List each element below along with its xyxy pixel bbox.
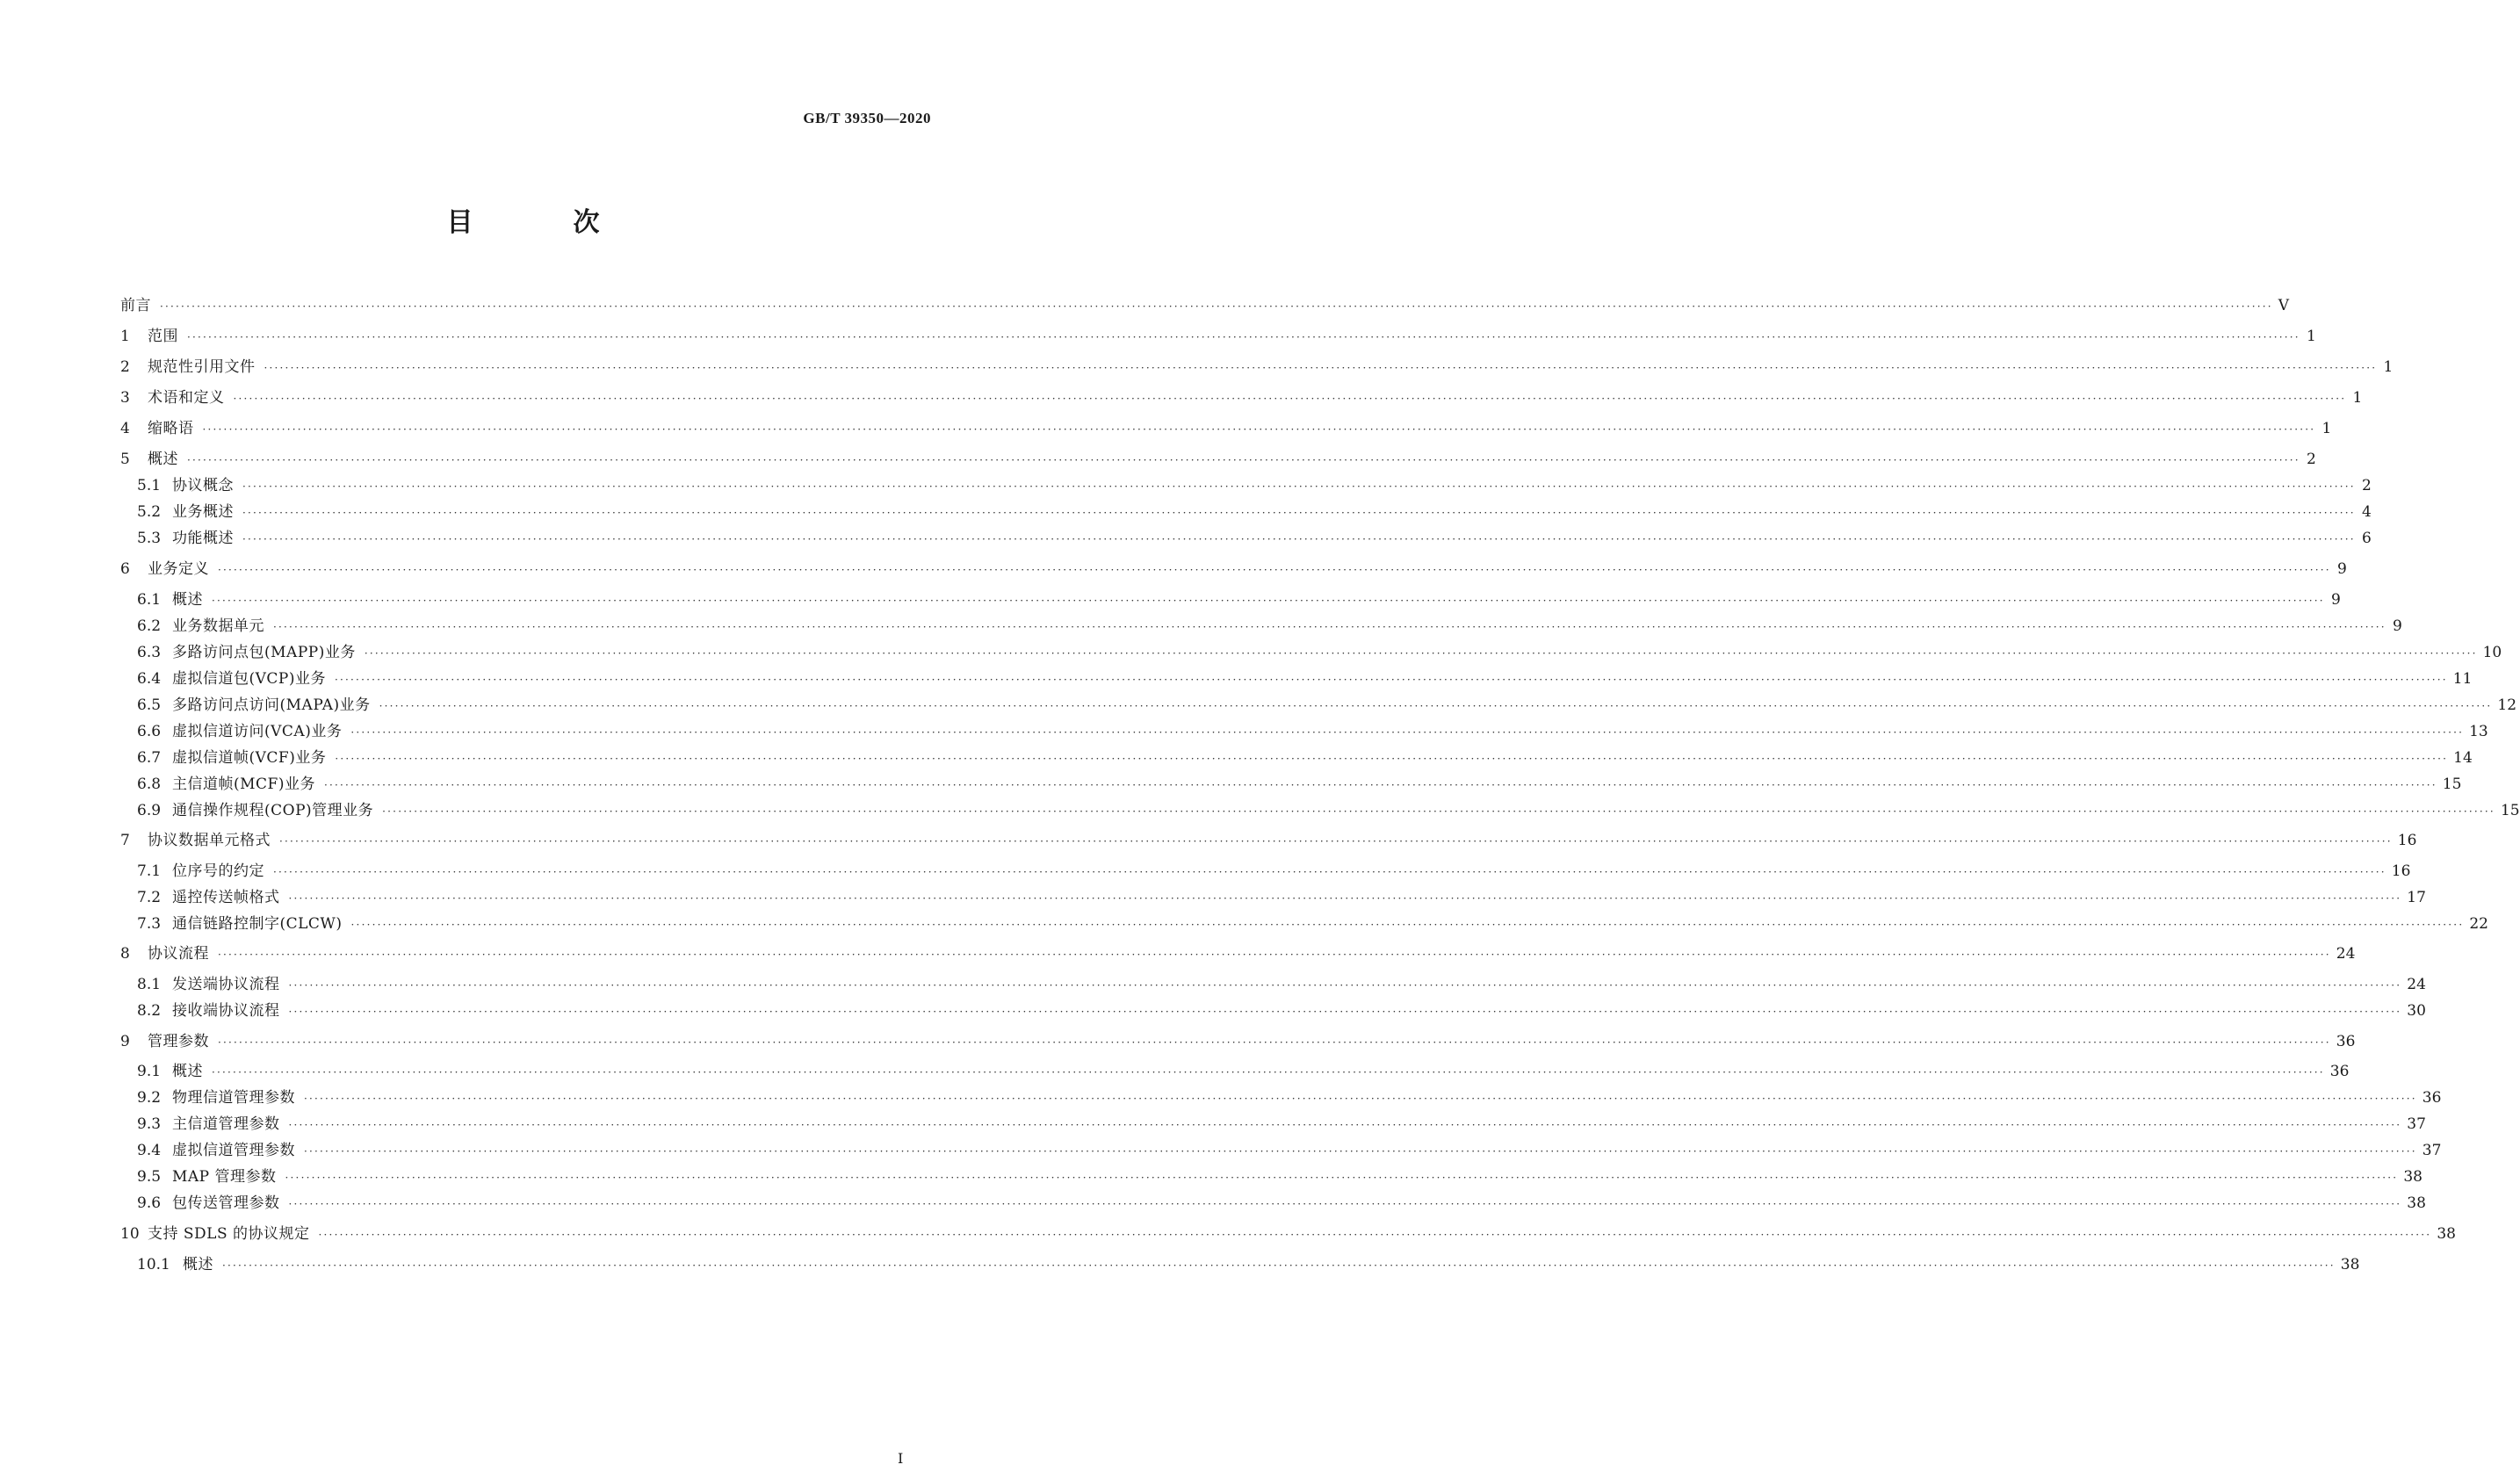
toc-entry-number: 7.2 — [137, 889, 162, 906]
toc-entry-label: 物理信道管理参数 — [172, 1089, 295, 1107]
toc-entry[interactable] — [137, 1058, 2350, 1080]
toc-leader-dots: ················································································································································································································································································································································································································ — [364, 647, 2478, 660]
toc-entry-page: 38 — [2403, 1168, 2423, 1186]
toc-entry-page: 24 — [2336, 945, 2356, 963]
toc-entry-label: 位序号的约定 — [172, 862, 264, 880]
toc-entry-number: 9 — [120, 1033, 130, 1050]
toc-entry-number: 5 — [120, 451, 130, 468]
toc-entry-page: 12 — [2497, 696, 2517, 714]
toc-entry[interactable] — [137, 718, 2488, 740]
toc-entry-label: 多路访问点访问(MAPA)业务 — [172, 696, 371, 714]
toc-leader-dots: ················································································································································································································································································································································································································ — [218, 1036, 2331, 1049]
toc-leader-dots: ················································································································································································································································································································································································································ — [288, 979, 2402, 992]
toc-entry-page: 15 — [2500, 802, 2520, 819]
toc-entry[interactable] — [137, 971, 2426, 993]
toc-entry-label: 规范性引用文件 — [148, 358, 256, 376]
toc-entry-label: 支持 SDLS 的协议规定 — [148, 1225, 310, 1243]
toc-entry-label: 主信道管理参数 — [172, 1115, 280, 1133]
toc-entry-number: 6 — [120, 560, 130, 578]
toc-entry-page: 13 — [2469, 723, 2488, 740]
toc-entry-page: 1 — [2321, 420, 2332, 437]
toc-entry-page: 11 — [2452, 670, 2473, 688]
toc-entry-page: 14 — [2453, 749, 2473, 767]
toc-leader-dots: ················································································································································································································································································································································································································ — [233, 393, 2347, 405]
toc-leader-dots: ················································································································································································································································································································································································································ — [242, 480, 2356, 493]
toc-entry-number: 7 — [120, 832, 130, 849]
toc-entry-page: 38 — [2407, 1194, 2426, 1212]
toc-entry-page: 16 — [2397, 832, 2417, 849]
toc-entry-page: 10 — [2482, 644, 2502, 661]
toc-entry-number: 9.1 — [137, 1063, 162, 1080]
toc-entry-label: 主信道帧(MCF)业务 — [172, 776, 315, 793]
toc-entry-number: 10.1 — [137, 1256, 170, 1273]
toc-entry[interactable] — [137, 745, 2473, 767]
toc-entry-number: 9.2 — [137, 1089, 162, 1107]
toc-entry[interactable] — [137, 1085, 2442, 1107]
toc-leader-dots: ················································································································································································································································································································································································································ — [350, 919, 2465, 931]
toc-entry-number: 6.7 — [137, 749, 162, 767]
toc-leader-dots: ················································································································································································································································································································································································································ — [379, 700, 2493, 712]
toc-entry[interactable] — [137, 797, 2520, 819]
toc-leader-dots: ················································································································································································································································································································································································································ — [273, 621, 2386, 633]
toc-entry[interactable] — [120, 827, 2417, 849]
toc-entry-label: 多路访问点包(MAPP)业务 — [172, 644, 356, 661]
toc-entry-page: 2 — [2306, 451, 2316, 468]
toc-entry-number: 8.1 — [137, 976, 162, 993]
toc-entry-page: 16 — [2391, 862, 2411, 880]
toc-entry-label: 缩略语 — [148, 420, 194, 437]
toc-entry-number: 6.2 — [137, 617, 162, 635]
toc-leader-dots: ················································································································································································································································································································································································································ — [212, 1066, 2325, 1079]
toc-entry[interactable] — [137, 692, 2517, 714]
toc-entry-label: 概述 — [183, 1256, 213, 1273]
toc-entry-label: 范围 — [148, 328, 178, 345]
toc-entry-number: 4 — [120, 420, 130, 437]
toc-leader-dots: ················································································································································································································································································································································································································ — [335, 674, 2448, 686]
toc-leader-dots: ················································································································································································································································································································································································································ — [285, 1172, 2399, 1184]
toc-leader-dots: ················································································································································································································································································································································································································ — [350, 726, 2465, 739]
toc-entry-number: 7.3 — [137, 915, 162, 933]
toc-entry-page: 2 — [2361, 477, 2372, 494]
toc-entry-label: 业务定义 — [148, 560, 209, 578]
toc-entry-page: 38 — [2437, 1225, 2456, 1243]
toc-leader-dots: ················································································································································································································································································································································································································ — [218, 564, 2331, 576]
toc-entry-label: 协议数据单元格式 — [148, 832, 271, 849]
toc-entry-page: 1 — [2352, 389, 2363, 407]
toc-entry-label: 业务概述 — [172, 503, 234, 521]
toc-entry-number: 9.6 — [137, 1194, 162, 1212]
toc-entry[interactable] — [137, 587, 2341, 609]
toc-entry[interactable] — [120, 1028, 2356, 1050]
toc-entry[interactable] — [137, 1137, 2442, 1159]
toc-entry-label: 概述 — [148, 451, 178, 468]
toc-entry-label: 包传送管理参数 — [172, 1194, 280, 1212]
toc-entry-label: MAP 管理参数 — [172, 1168, 277, 1186]
toc-entry-label: 概述 — [172, 591, 203, 609]
toc-entry-page: 17 — [2407, 889, 2426, 906]
toc-entry-page: V — [2278, 297, 2290, 314]
toc-entry-number: 6.6 — [137, 723, 162, 740]
toc-entry-page: 1 — [2306, 328, 2316, 345]
toc-entry-page: 1 — [2383, 358, 2394, 376]
toc-leader-dots: ················································································································································································································································································································································································································ — [318, 1229, 2432, 1241]
toc-leader-dots: ················································································································································································································································································································································································································ — [187, 331, 2300, 343]
toc-leader-dots: ················································································································································································································································································································································································································ — [304, 1145, 2417, 1158]
toc-entry[interactable] — [137, 1252, 2360, 1273]
toc-entry-label: 接收端协议流程 — [172, 1002, 280, 1020]
toc-leader-dots: ················································································································································································································································································································································································································ — [187, 454, 2300, 466]
toc-entry-label: 虚拟信道包(VCP)业务 — [172, 670, 326, 688]
toc-entry-page: 22 — [2469, 915, 2488, 933]
toc-entry[interactable] — [137, 1111, 2426, 1133]
toc-entry-number: 8.2 — [137, 1002, 162, 1020]
toc-entry-number: 6.3 — [137, 644, 162, 661]
toc-entry[interactable] — [137, 473, 2372, 494]
toc-entry-page: 24 — [2407, 976, 2426, 993]
toc-entry-page: 37 — [2407, 1115, 2426, 1133]
toc-entry[interactable] — [137, 666, 2473, 688]
toc-entry-number: 9.4 — [137, 1142, 162, 1159]
toc-entry-label: 遥控传送帧格式 — [172, 889, 280, 906]
toc-entry-label: 业务数据单元 — [172, 617, 264, 635]
toc-entry-number: 9.5 — [137, 1168, 162, 1186]
toc-leader-dots: ················································································································································································································································································································································································································ — [264, 362, 2378, 374]
toc-entry-number: 6.8 — [137, 776, 162, 793]
toc-entry-number: 5.2 — [137, 503, 162, 521]
toc-leader-dots: ················································································································································································································································································································································································································ — [288, 1198, 2402, 1210]
toc-leader-dots: ················································································································································································································································································································································································································ — [304, 1093, 2417, 1105]
toc-entry-page: 37 — [2422, 1142, 2442, 1159]
toc-entry[interactable] — [137, 1164, 2423, 1186]
toc-entry-label: 术语和定义 — [148, 389, 225, 407]
toc-entry-label: 通信链路控制字(CLCW) — [172, 915, 343, 933]
toc-entry-number: 10 — [120, 1225, 140, 1243]
toc-leader-dots: ················································································································································································································································································································································································································ — [218, 949, 2331, 961]
toc-entry[interactable] — [120, 941, 2356, 963]
toc-entry-page: 36 — [2329, 1063, 2350, 1080]
page-title: 目 次 — [446, 207, 637, 238]
toc-entry-label: 前言 — [120, 297, 151, 314]
toc-entry-number: 5.3 — [137, 530, 162, 547]
toc-entry-page: 38 — [2340, 1256, 2360, 1273]
toc-leader-dots: ················································································································································································································································································································································································································ — [323, 779, 2437, 791]
toc-leader-dots: ················································································································································································································································································································································································································ — [160, 300, 2273, 313]
toc-leader-dots: ················································································································································································································································································································································································································ — [242, 507, 2356, 519]
toc-entry-page: 36 — [2336, 1033, 2356, 1050]
toc-entry-label: 发送端协议流程 — [172, 976, 280, 993]
toc-entry-number: 9.3 — [137, 1115, 162, 1133]
toc-entry-number: 1 — [120, 328, 130, 345]
toc-leader-dots: ················································································································································································································································································································································································································ — [335, 753, 2449, 765]
toc-entry-page: 9 — [2392, 617, 2402, 635]
toc-entry[interactable] — [137, 613, 2402, 635]
toc-entry[interactable] — [120, 385, 2363, 407]
toc-entry-number: 2 — [120, 358, 130, 376]
toc-leader-dots: ················································································································································································································································································································································································································ — [212, 595, 2325, 607]
toc-entry-label: 通信操作规程(COP)管理业务 — [172, 802, 374, 819]
toc-entry-page: 30 — [2407, 1002, 2426, 1020]
toc-entry-number: 6.1 — [137, 591, 162, 609]
toc-entry[interactable] — [137, 525, 2372, 547]
toc-entry-page: 15 — [2442, 776, 2462, 793]
toc-entry[interactable] — [120, 292, 2290, 314]
toc-entry[interactable] — [137, 499, 2372, 521]
toc-entry-label: 虚拟信道访问(VCA)业务 — [172, 723, 343, 740]
toc-entry-number: 6.9 — [137, 802, 162, 819]
toc-entry-number: 5.1 — [137, 477, 162, 494]
toc-entry-number: 7.1 — [137, 862, 162, 880]
toc-entry-page: 36 — [2422, 1089, 2442, 1107]
toc-entry[interactable] — [137, 771, 2462, 793]
toc-entry[interactable] — [120, 323, 2316, 345]
toc-entry-label: 虚拟信道管理参数 — [172, 1142, 295, 1159]
toc-entry-label: 概述 — [172, 1063, 203, 1080]
toc-entry[interactable] — [137, 1190, 2426, 1212]
toc-entry-label: 管理参数 — [148, 1033, 209, 1050]
toc-leader-dots: ················································································································································································································································································································································································································ — [279, 835, 2393, 848]
toc-entry[interactable] — [120, 354, 2394, 376]
toc-leader-dots: ················································································································································································································································································································································································································ — [382, 805, 2495, 818]
toc-entry-page: 9 — [2336, 560, 2347, 578]
toc-entry-page: 9 — [2330, 591, 2341, 609]
toc-leader-dots: ················································································································································································································································································································································································································ — [222, 1259, 2336, 1272]
toc-entry-number: 8 — [120, 945, 130, 963]
toc-entry-label: 功能概述 — [172, 530, 234, 547]
toc-leader-dots: ················································································································································································································································································································································································································ — [242, 533, 2356, 545]
toc-entry[interactable] — [137, 639, 2502, 661]
standard-code: GB/T 39350—2020 — [803, 110, 931, 126]
toc-entry-label: 协议流程 — [148, 945, 209, 963]
toc-leader-dots: ················································································································································································································································································································································································································ — [202, 423, 2316, 436]
toc-entry-number: 6.4 — [137, 670, 162, 688]
toc-entry[interactable] — [137, 858, 2411, 880]
toc-entry[interactable] — [120, 1221, 2456, 1243]
toc-leader-dots: ················································································································································································································································································································································································································ — [288, 1119, 2402, 1131]
toc-entry[interactable] — [137, 884, 2426, 906]
toc-entry-number: 3 — [120, 389, 130, 407]
toc-entry[interactable] — [120, 446, 2316, 468]
toc-entry-label: 虚拟信道帧(VCF)业务 — [172, 749, 327, 767]
toc-leader-dots: ················································································································································································································································································································································································································ — [273, 866, 2386, 878]
toc-entry[interactable] — [120, 556, 2347, 578]
page-number: I — [898, 1450, 904, 1467]
toc-entry[interactable] — [120, 415, 2332, 437]
toc-leader-dots: ················································································································································································································································································································································································································ — [288, 892, 2402, 905]
toc-entry-number: 6.5 — [137, 696, 162, 714]
toc-entry[interactable] — [137, 911, 2488, 933]
toc-entry-page: 6 — [2361, 530, 2372, 547]
toc-entry-page: 4 — [2361, 503, 2372, 521]
toc-entry-label: 协议概念 — [172, 477, 234, 494]
toc-leader-dots: ················································································································································································································································································································································································································ — [288, 1006, 2402, 1018]
toc-entry[interactable] — [137, 998, 2426, 1020]
